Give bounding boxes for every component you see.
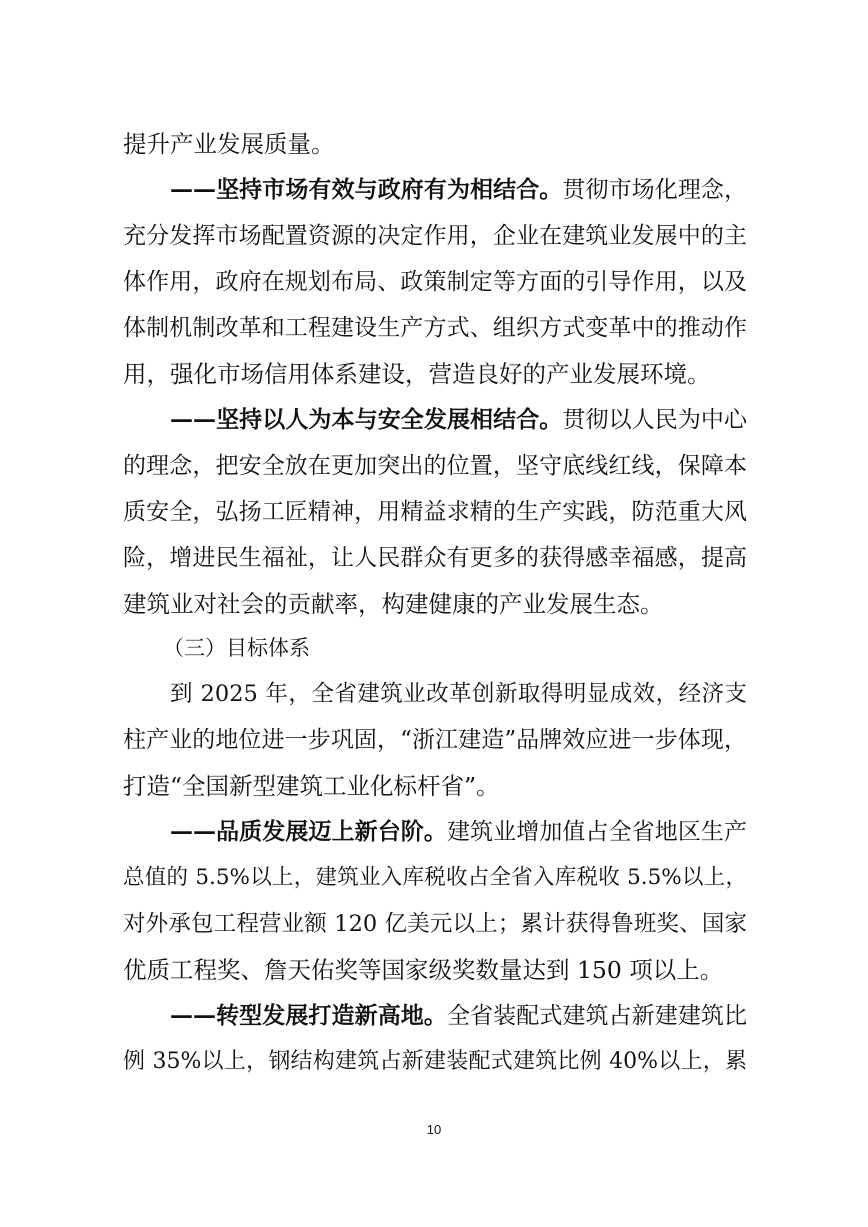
text-line: 总值的 5.5%以上，建筑业入库税收占全省入库税收 5.5%以上， bbox=[123, 865, 747, 890]
text-line: 例 35%以上，钢结构建筑占新建装配式建筑比例 40%以上，累 bbox=[123, 1049, 747, 1074]
text-line: 体制机制改革和工程建设生产方式、组织方式变革中的推动作 bbox=[123, 315, 747, 341]
text-line: 用，强化市场信用体系建设，营造良好的产业发展环境。 bbox=[123, 360, 711, 388]
page-number: 10 bbox=[426, 1122, 442, 1137]
text-line: 建筑业对社会的贡献率，构建健康的产业发展生态。 bbox=[123, 590, 664, 618]
text-line: 险，增进民生福祉，让人民群众有更多的获得感幸福感，提高 bbox=[123, 545, 747, 571]
bold-heading: ——转型发展打造新高地。 bbox=[170, 1002, 447, 1029]
section-heading: （三）目标体系 bbox=[163, 636, 310, 660]
text-line: 优质工程奖、詹天佑奖等国家级奖数量达到 150 项以上。 bbox=[123, 956, 724, 984]
text-line: 充分发挥市场配置资源的决定作用，企业在建筑业发展中的主 bbox=[123, 223, 747, 249]
text-line: 到 2025 年，全省建筑业改革创新取得明显成效，经济支 bbox=[170, 681, 747, 707]
bold-heading: ——坚持以人为本与安全发展相结合。 bbox=[170, 406, 563, 433]
text-line: 对外承包工程营业额 120 亿美元以上；累计获得鲁班奖、国家 bbox=[123, 911, 747, 937]
text-line: 体作用，政府在规划布局、政策制定等方面的引导作用，以及 bbox=[123, 269, 747, 295]
text-line: 打造“全国新型建筑工业化标杆省”。 bbox=[123, 772, 500, 800]
text-line: ——品质发展迈上新台阶。建筑业增加值占全省地区生产 bbox=[170, 818, 748, 845]
text-line: 质安全，弘扬工匠精神，用精益求精的生产实践，防范重大风 bbox=[123, 499, 747, 525]
text-line: 提升产业发展质量。 bbox=[123, 130, 335, 158]
text-line: ——坚持以人为本与安全发展相结合。贯彻以人民为中心 bbox=[170, 406, 748, 433]
text-line: 的理念，把安全放在更加突出的位置，坚守底线红线，保障本 bbox=[123, 453, 747, 479]
text-line: ——转型发展打造新高地。全省装配式建筑占新建建筑比 bbox=[170, 1002, 748, 1029]
bold-heading: ——坚持市场有效与政府有为相结合。 bbox=[170, 176, 563, 203]
text-line: ——坚持市场有效与政府有为相结合。贯彻市场化理念， bbox=[170, 176, 748, 203]
text-line: 柱产业的地位进一步巩固，“浙江建造”品牌效应进一步体现， bbox=[123, 727, 747, 753]
bold-heading: ——品质发展迈上新台阶。 bbox=[170, 818, 447, 845]
